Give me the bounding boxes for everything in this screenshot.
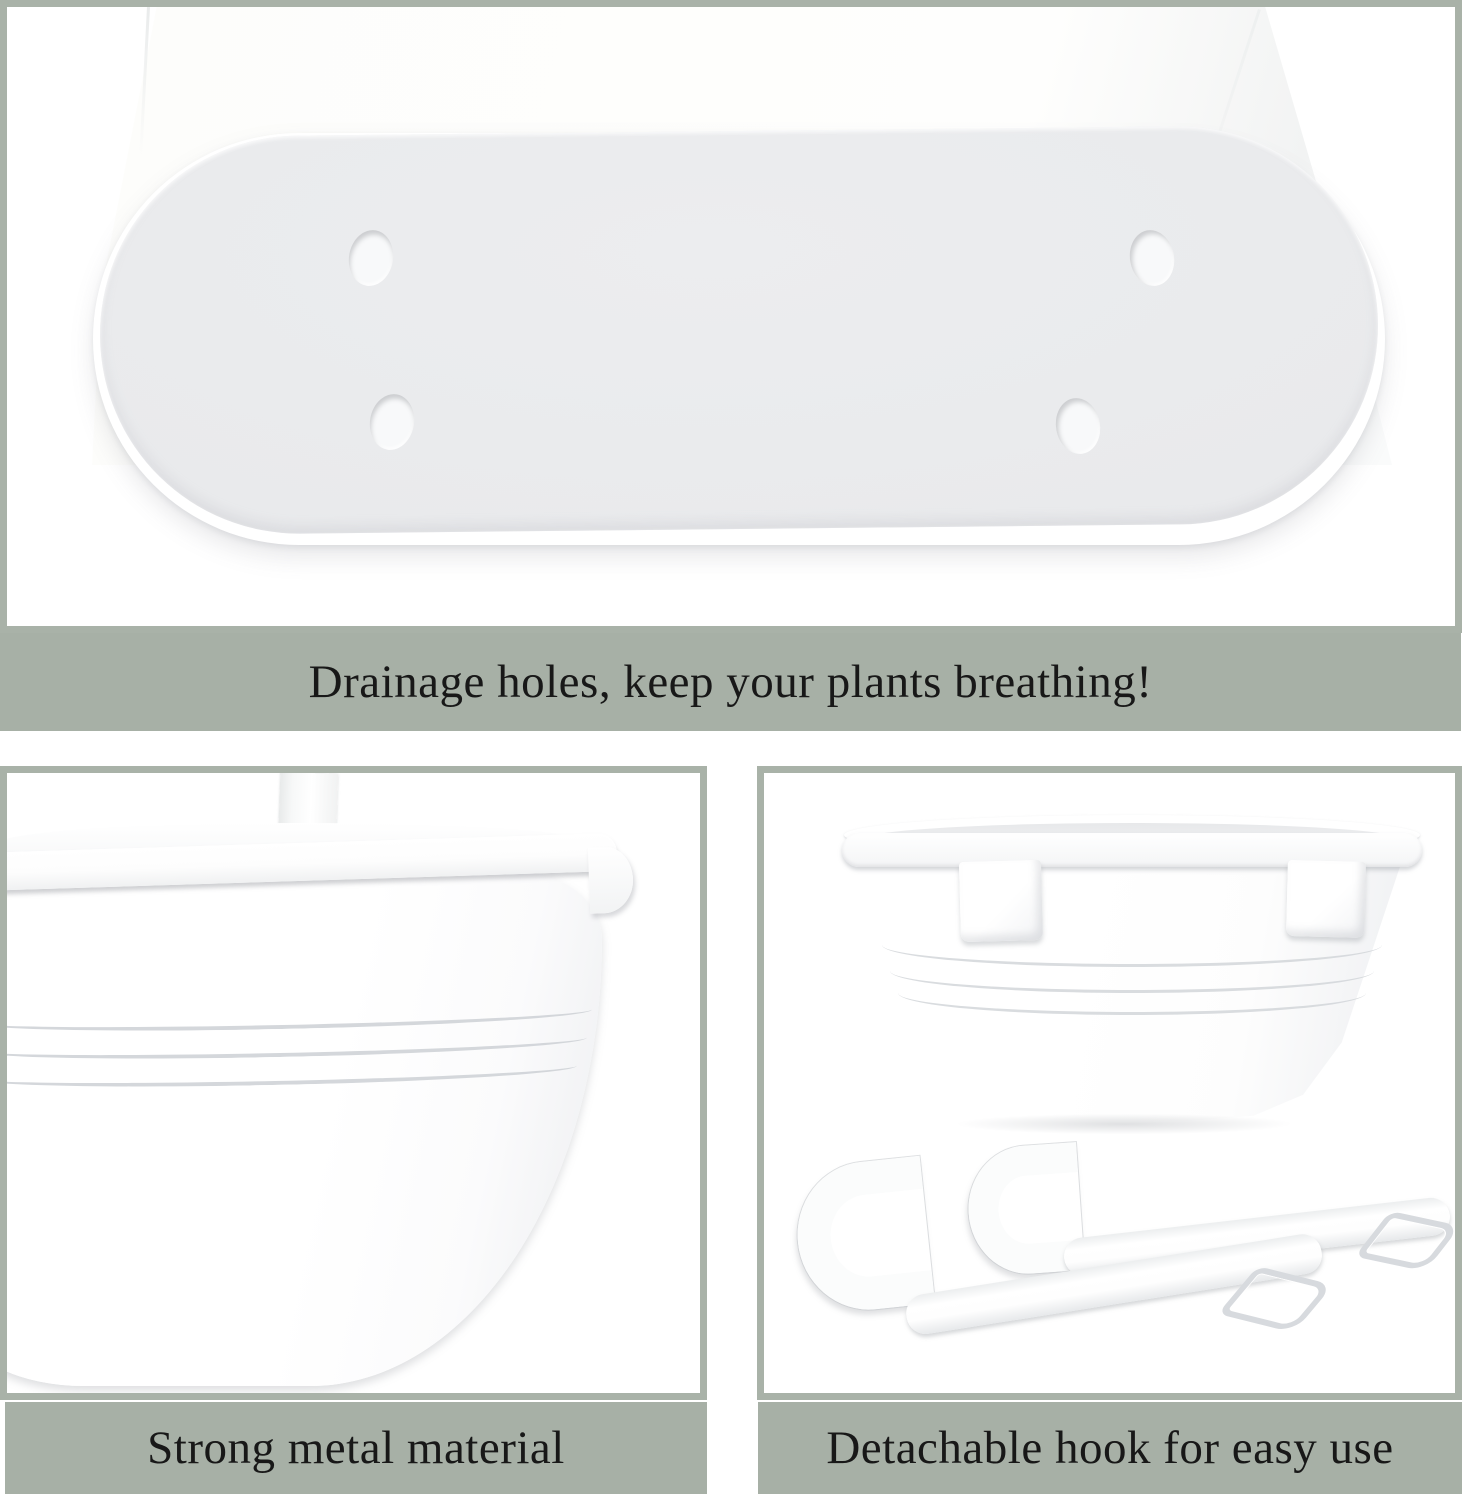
rim-clip-bracket [959, 860, 1043, 942]
caption-material: Strong metal material [147, 1422, 565, 1474]
caption-band-hooks [758, 1402, 1462, 1494]
tub-groove-ring [898, 971, 1366, 1015]
bucket-body [0, 871, 602, 1386]
planter-base-oval [98, 124, 1380, 535]
bucket-rim-end [588, 846, 634, 913]
panel-material-photo [0, 766, 707, 1400]
caption-drainage: Drainage holes, keep your plants breathing! [308, 656, 1153, 708]
detachable-hook [790, 1114, 1343, 1400]
panel-drainage-photo [0, 0, 1462, 633]
rim-clip-bracket [1286, 860, 1366, 938]
caption-band-drainage [0, 633, 1461, 731]
hook-bend [790, 1156, 935, 1317]
caption-hooks: Detachable hook for easy use [826, 1422, 1394, 1474]
panel-hooks-photo [757, 766, 1462, 1400]
caption-band-material [5, 1402, 707, 1494]
